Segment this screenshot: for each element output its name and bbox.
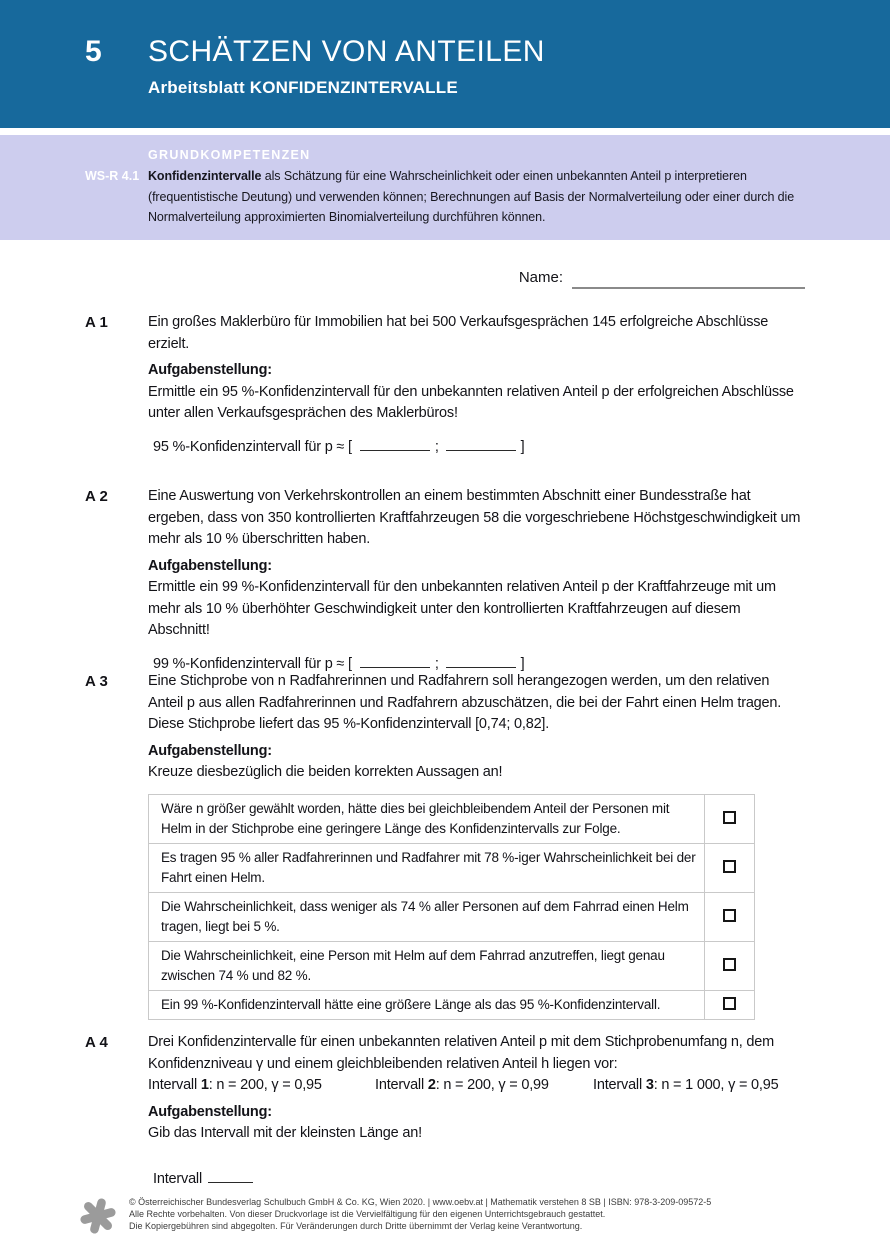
header-band bbox=[0, 0, 890, 128]
statement-text: Die Wahrscheinlichkeit, dass weniger als 74 % aller Personen auf dem Fahrrad einen Helm tragen, liegt bei 5 %. bbox=[149, 892, 705, 941]
task-a4-intro: Drei Konfidenzintervalle für einen unbekannten relativen Anteil p mit dem Stichprobenumfang n, dem Konfidenzniveau γ und einem gleichbleibenden relativen Anteil h liegen vor: bbox=[148, 1034, 775, 1072]
task-a4-answer-label: Intervall bbox=[153, 1170, 202, 1187]
table-row bbox=[149, 990, 755, 1019]
task-a1-answer-line bbox=[148, 437, 805, 459]
task-a1-answer-suffix: ] bbox=[520, 438, 525, 455]
table-row bbox=[149, 843, 755, 892]
interval-2-word: Intervall bbox=[375, 1077, 428, 1093]
statement-checkbox[interactable] bbox=[723, 958, 736, 971]
interval-2-spec: : n = 200, γ = 0,99 bbox=[435, 1077, 549, 1093]
interval-1 bbox=[148, 1075, 375, 1097]
task-a2-answer-separator: ; bbox=[434, 655, 439, 672]
task-a3-intro: Eine Stichprobe von n Radfahrerinnen und Radfahrern soll herangezogen werden, um den relativen Anteil p aus allen Radfahrerinnen und Radfahrern abzuschätzen, die bei der Fahrt einen Helm tragen. Diese Stichprobe liefert das 95 %-Konfidenzintervall [0,74; 0,82]. bbox=[148, 673, 782, 732]
footer-text bbox=[129, 1192, 711, 1232]
task-a1-aufgabenstellung-label: Aufgabenstellung: bbox=[148, 362, 272, 378]
page-subtitle: Arbeitsblatt KONFIDENZINTERVALLE bbox=[148, 78, 458, 97]
checkbox-cell bbox=[705, 990, 755, 1019]
interval-2-number: 2 bbox=[427, 1077, 436, 1093]
task-a2-intro: Eine Auswertung von Verkehrskontrollen an einem bestimmten Abschnitt einer Bundesstraße hat ergeben, dass von 350 kontrollierten Kraftfahrzeugen 58 die vorgeschriebene Höchstgeschwindigkeit um mehr als 10 % überschritten haben. bbox=[148, 488, 801, 547]
competency-text-lead: Konfidenzintervalle bbox=[148, 169, 262, 183]
checkbox-cell bbox=[705, 794, 755, 843]
task-a2-answer-suffix: ] bbox=[520, 655, 525, 672]
competency-content bbox=[148, 148, 805, 240]
task-a4-body bbox=[148, 1032, 805, 1190]
footer bbox=[80, 1192, 820, 1242]
task-a1-body bbox=[148, 312, 805, 458]
footer-line-2: Alle Rechte vorbehalten. Von dieser Druckvorlage ist die Vervielfältigung für den eigenen Unterrichtsgebrauch gestattet. bbox=[129, 1209, 606, 1219]
task-a1-intro: Ein großes Maklerbüro für Immobilien hat bei 500 Verkaufsgesprächen 145 erfolgreiche Abschlüsse erzielt. bbox=[148, 314, 769, 352]
statements-table bbox=[148, 794, 755, 1020]
task-a2-answer-blank-upper[interactable] bbox=[446, 654, 516, 668]
competency-text-rest: als Schätzung für eine Wahrscheinlichkeit oder einen unbekannten Anteil p interpretieren (frequentistische Deutung) und verwenden können; Berechnungen auf Basis der Normalverteilung oder einer durch die Normalverteilung approximierten Binomialverteilung durchführen können. bbox=[148, 169, 795, 224]
intervals-row bbox=[148, 1075, 805, 1097]
task-a3-label: A 3 bbox=[85, 673, 108, 690]
interval-1-word: Intervall bbox=[148, 1077, 201, 1093]
statement-text: Es tragen 95 % aller Radfahrerinnen und Radfahrer mit 78 %-iger Wahrscheinlichkeit bei der Fahrt einen Helm. bbox=[149, 843, 705, 892]
checkbox-cell bbox=[705, 941, 755, 990]
publisher-logo-icon bbox=[80, 1195, 116, 1242]
statement-checkbox[interactable] bbox=[723, 997, 736, 1010]
footer-line-1: © Österreichischer Bundesverlag Schulbuch GmbH & Co. KG, Wien 2020. | www.oebv.at | Mathematik verstehen 8 SB | ISBN: 978-3-209-09572-5 bbox=[129, 1197, 712, 1207]
task-a4-answer-blank[interactable] bbox=[208, 1169, 253, 1183]
task-a2-aufgabenstellung-label: Aufgabenstellung: bbox=[148, 557, 272, 574]
task-a4-label: A 4 bbox=[85, 1034, 108, 1051]
chapter-number: 5 bbox=[85, 35, 102, 68]
interval-3-number: 3 bbox=[645, 1077, 654, 1093]
statement-checkbox[interactable] bbox=[723, 860, 736, 873]
statement-text: Wäre n größer gewählt worden, hätte dies bei gleichbleibendem Anteil der Personen mit Helm in der Stichprobe eine geringere Länge des Konfidenzintervalls zur Folge. bbox=[149, 794, 705, 843]
interval-1-spec: : n = 200, γ = 0,95 bbox=[208, 1077, 322, 1093]
footer-line-3: Die Kopiergebühren sind abgegolten. Für Veränderungen durch Dritte übernimmt der Verlag keine Verantwortung. bbox=[129, 1221, 583, 1231]
task-a2-answer-prefix: 99 %-Konfidenzintervall für p ≈ [ bbox=[153, 655, 352, 672]
statement-text: Die Wahrscheinlichkeit, eine Person mit Helm auf dem Fahrrad anzutreffen, liegt genau zwischen 74 % und 82 %. bbox=[149, 941, 705, 990]
competency-band bbox=[0, 135, 890, 240]
task-a3-instruction: Kreuze diesbezüglich die beiden korrekten Aussagen an! bbox=[148, 764, 503, 780]
name-label: Name: bbox=[518, 269, 563, 286]
task-a1-instruction: Ermittle ein 95 %-Konfidenzintervall für den unbekannten relativen Anteil p der erfolgreichen Abschlüsse unter allen Verkaufsgesprächen des Maklerbüros! bbox=[148, 383, 794, 421]
task-a1-answer-separator: ; bbox=[434, 438, 439, 455]
competency-text bbox=[148, 166, 796, 228]
interval-3-spec: : n = 1 000, γ = 0,95 bbox=[653, 1077, 779, 1093]
checkbox-cell bbox=[705, 892, 755, 941]
competency-heading: GRUNDKOMPETENZEN bbox=[148, 148, 311, 162]
task-a2-instruction: Ermittle ein 99 %-Konfidenzintervall für den unbekannten relativen Anteil p der Kraftfahrzeuge mit um mehr als 10 % überhöhter Geschwindigkeit unter den kontrollierten Kraftfahrzeugen auf diesem Abschnitt! bbox=[148, 579, 776, 638]
task-a3-aufgabenstellung-label: Aufgabenstellung: bbox=[148, 742, 272, 759]
page-title: SCHÄTZEN VON ANTEILEN bbox=[148, 35, 545, 68]
task-a4-answer-line bbox=[148, 1169, 805, 1191]
table-row bbox=[149, 941, 755, 990]
name-row bbox=[519, 265, 805, 289]
task-a1 bbox=[85, 312, 805, 458]
task-a2 bbox=[85, 486, 805, 675]
interval-1-number: 1 bbox=[200, 1077, 209, 1093]
table-row bbox=[149, 892, 755, 941]
task-a3 bbox=[85, 671, 805, 1020]
task-a4-instruction: Gib das Intervall mit der kleinsten Länge an! bbox=[148, 1125, 422, 1141]
task-a2-answer-blank-lower[interactable] bbox=[360, 654, 430, 668]
task-a1-label: A 1 bbox=[85, 314, 108, 331]
task-a1-answer-blank-upper[interactable] bbox=[446, 437, 516, 451]
name-input-line[interactable] bbox=[572, 269, 805, 289]
task-a1-answer-blank-lower[interactable] bbox=[360, 437, 430, 451]
interval-3-word: Intervall bbox=[593, 1077, 646, 1093]
task-a2-label: A 2 bbox=[85, 488, 108, 505]
statement-checkbox[interactable] bbox=[723, 811, 736, 824]
table-row bbox=[149, 794, 755, 843]
interval-2 bbox=[375, 1075, 593, 1097]
interval-3 bbox=[593, 1075, 778, 1097]
task-a4 bbox=[85, 1032, 805, 1190]
task-a4-aufgabenstellung-label: Aufgabenstellung: bbox=[148, 1103, 272, 1120]
checkbox-cell bbox=[705, 843, 755, 892]
header-titles bbox=[148, 34, 890, 98]
statement-checkbox[interactable] bbox=[723, 909, 736, 922]
task-a1-answer-prefix: 95 %-Konfidenzintervall für p ≈ [ bbox=[153, 438, 352, 455]
task-a3-body bbox=[148, 671, 805, 1020]
competency-code: WS-R 4.1 bbox=[85, 169, 140, 183]
statement-text: Ein 99 %-Konfidenzintervall hätte eine größere Länge als das 95 %-Konfidenzintervall. bbox=[149, 990, 705, 1019]
task-a2-body bbox=[148, 486, 805, 675]
